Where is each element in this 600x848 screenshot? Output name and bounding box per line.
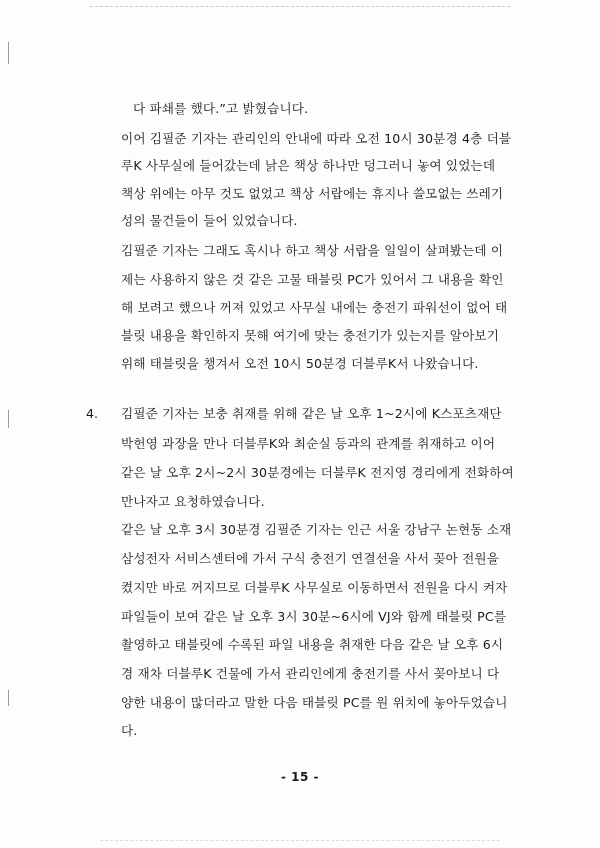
paragraph-line: 해 보려고 했으나 꺼져 있었고 사무실 내에는 충전기 파워선이 없어 태 — [121, 300, 508, 315]
paragraph-line: 켰지만 바로 꺼지므로 더블루K 사무실로 이동하면서 전원을 다시 켜자 — [121, 580, 508, 595]
paragraph-line: 책상 위에는 아무 것도 없었고 책상 서랍에는 휴지나 쓸모없는 쓰레기 — [121, 186, 504, 201]
bottom-scan-border — [100, 840, 500, 841]
paragraph-line: 다. — [121, 723, 138, 738]
paragraph-line: 같은 날 오후 2시~2시 30분경에는 더블루K 전지영 경리에게 전화하여 — [121, 465, 514, 480]
binding-mark — [8, 690, 9, 706]
paragraph-line: 촬영하고 태블릿에 수록된 파일 내용을 취재한 다음 같은 날 오후 6시 — [121, 637, 504, 652]
paragraph-line: 같은 날 오후 3시 30분경 김필준 기자는 인근 서울 강남구 논현동 소재 — [121, 522, 512, 537]
binding-mark — [8, 410, 9, 428]
paragraph-line: 박헌영 과장을 만나 더블루K와 최순실 등과의 관계를 취재하고 이어 — [121, 436, 496, 451]
paragraph-line: 블릿 내용을 확인하지 못해 여기에 맞는 충전기가 있는지를 알아보기 — [121, 328, 500, 343]
paragraph-line: 양한 내용이 많더라고 말한 다음 태블릿 PC를 원 위치에 놓아두었습니 — [121, 695, 508, 710]
section-number: 4. — [86, 406, 99, 421]
paragraph-line: 다 파쇄를 했다.”고 밝혔습니다. — [133, 101, 309, 116]
binding-mark — [8, 42, 9, 64]
paragraph-line: 경 재차 더블루K 건물에 가서 관리인에게 충전기를 사서 꽂아보니 다 — [121, 666, 500, 681]
page-number: - 15 - — [280, 770, 319, 784]
paragraph-line: 이어 김필준 기자는 관리인의 안내에 따라 오전 10시 30분경 4층 더블 — [121, 131, 512, 146]
paragraph-line: 위해 태블릿을 챙겨서 오전 10시 50분경 더블루K서 나왔습니다. — [121, 356, 479, 371]
paragraph-line: 만나자고 요청하였습니다. — [121, 494, 265, 509]
top-scan-border — [90, 6, 510, 7]
paragraph-line: 제는 사용하지 않은 것 같은 고물 태블릿 PC가 있어서 그 내용을 확인 — [121, 272, 504, 287]
paragraph-line: 파일들이 보여 같은 날 오후 3시 30분~6시에 VJ와 함께 태블릿 PC를 — [121, 609, 507, 624]
paragraph-line: 성의 물건들이 들어 있었습니다. — [121, 213, 298, 228]
paragraph-line: 루K 사무실에 들어갔는데 낡은 책상 하나만 덩그러니 놓여 있었는데 — [121, 158, 496, 173]
paragraph-line: 삼성전자 서비스센터에 가서 구식 충전기 연결선을 사서 꽂아 전원을 — [121, 551, 500, 566]
paragraph-line: 김필준 기자는 그래도 혹시나 하고 책상 서랍을 일일이 살펴봤는데 이 — [121, 243, 504, 258]
paragraph-line: 김필준 기자는 보충 취재를 위해 같은 날 오후 1~2시에 K스포츠재단 — [121, 406, 502, 421]
